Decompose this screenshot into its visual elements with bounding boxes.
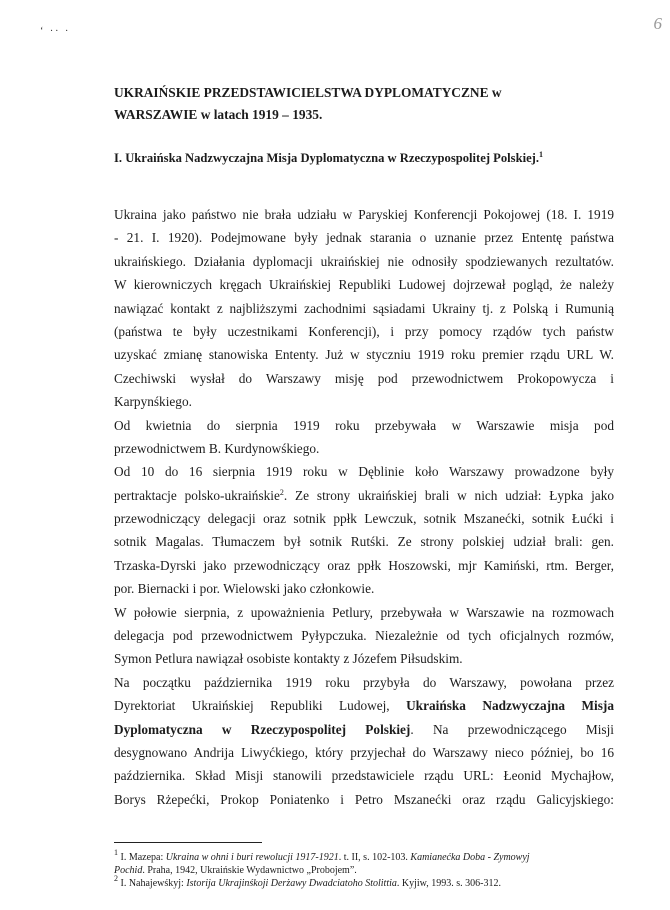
footnote-title: Kamianećka Doba - Zymowyj: [410, 852, 530, 863]
body-line: ukraińskiego. Działania dyplomacji ukraińskiej nie odnosiły spodziewanych rezultatów.: [114, 253, 614, 269]
body-line: przewodnictwem B. Kurdynowśkiego.: [114, 440, 320, 456]
footnote-title: Pochid: [114, 865, 143, 876]
footnote-ref-1: 1: [539, 150, 544, 159]
body-line: Na początku października 1919 roku przybyła do Warszawy, powołana przez: [114, 674, 614, 690]
footnotes: [114, 848, 614, 890]
body-line: [114, 484, 614, 507]
document-title: [114, 82, 564, 126]
footnote-ref-2: 2: [279, 487, 284, 497]
page-number: 6: [653, 14, 662, 33]
body-line: sotnik Magalas. Tłumaczem był sotnik Rutśki. Ze strony polskiej udział brali: gen.: [114, 534, 614, 550]
body-line: Czechiwski wysłał do Warszawy misję pod przewodnictwem Prokopowycza i: [114, 370, 614, 386]
body-line: nawiązać kontakt z najbliższymi zachodnimi sąsiadami Ukrainy tj. z Polską i Rumunią: [114, 300, 614, 316]
body-line: Borys Rżepećki, Prokop Poniatenko i Petro Mszanećki oraz rządu Galicyjskiego:: [114, 791, 614, 807]
body-text-span: Dyrektoriat Ukraińskiej Republiki Ludowej,: [114, 698, 390, 714]
section-heading: [114, 151, 614, 166]
footnote-1-cont: [114, 864, 614, 877]
footnote-text: . Praha, 1942, Ukraińskie Wydawnictwo „Probojem”.: [142, 865, 357, 876]
body-line: delegacja pod przewodnictwem Pyłypczuka. Niezależnie od tych oficjalnych rozmów,: [114, 628, 614, 644]
title-line-1: UKRAIŃSKIE PRZEDSTAWICIELSTWA DYPLOMATYCZNE w: [114, 85, 502, 100]
body-text: [114, 203, 614, 811]
body-line: października. Skład Misji stanowili przedstawiciele rządu URL: Łeonid Mychajłow,: [114, 768, 614, 784]
body-line: W kierowniczych kręgach Ukraińskiej Republiki Ludowej dojrzewał pogląd, że należy: [114, 277, 614, 293]
footnote-text: . t. II, s. 102-103.: [338, 852, 411, 863]
body-line: przewodniczący delegacji oraz sotnik ppłk Lewczuk, sotnik Mszanećki, sotnik Łućki i: [114, 511, 614, 527]
footnote-number: 2: [114, 874, 118, 883]
footnote-1: [114, 848, 614, 864]
footnote-divider: [114, 842, 262, 843]
footnote-text: . Kyjiw, 1993. s. 306-312.: [396, 878, 501, 889]
body-line: por. Biernacki i por. Wielowski jako członkowie.: [114, 581, 375, 597]
body-line: Karpynśkiego.: [114, 394, 192, 410]
body-text-span: . Na przewodniczącego Misji: [410, 721, 614, 737]
section-heading-text: I. Ukraińska Nadzwyczajna Misja Dyplomatyczna w Rzeczypospolitej Polskiej.: [114, 151, 540, 165]
footnote-number: 1: [114, 848, 118, 857]
body-line: Od 10 do 16 sierpnia 1919 roku w Dęblinie koło Warszawy prowadzone były: [114, 464, 614, 480]
footnote-title: Istorija Ukrajinśkoji Derżawy Dwadciatoho Stolittia: [186, 878, 397, 889]
body-line: W połowie sierpnia, z upoważnienia Petlury, przebywała w Warszawie na rozmowach: [114, 604, 614, 620]
body-line: [114, 718, 614, 741]
footnote-title: Ukraina w ohni i buri rewolucji 1917-1921: [165, 852, 339, 863]
body-text-span: pertraktacje polsko-ukraińskie: [114, 487, 280, 503]
body-line: Trzaska-Dyrski jako przewodniczący oraz ppłk Hoszowski, mjr Kamiński, rtm. Berger,: [114, 557, 614, 573]
body-line: desygnowano Andrija Liwyćkiego, który przyjechał do Warszawy nieco później, bo 16: [114, 744, 614, 760]
mission-name-bold: Ukraińska Nadzwyczajna Misja: [406, 698, 614, 714]
corner-mark: ‘ ·· ·: [40, 26, 71, 37]
body-line: Ukraina jako państwo nie brała udziału w Paryskiej Konferencji Pokojowej (18. I. 1919: [114, 207, 614, 222]
title-line-2: WARSZAWIE w latach 1919 – 1935.: [114, 107, 323, 122]
body-text-span: . Ze strony ukraińskiej brali w nich udział: Łypka jako: [283, 487, 614, 503]
body-line: [114, 694, 614, 717]
mission-name-bold: Dyplomatyczna w Rzeczypospolitej Polskiej: [114, 721, 411, 737]
body-line: Symon Petlura nawiązał osobiste kontakty z Józefem Piłsudskim.: [114, 651, 463, 667]
footnote-text: I. Nahajewśkyj:: [118, 878, 187, 889]
body-line: Od kwietnia do sierpnia 1919 roku przebywała w Warszawie misja pod: [114, 417, 614, 433]
footnote-text: I. Mazepa:: [118, 852, 166, 863]
body-line: (państwa te były uczestnikami Konferencji), i przy pomocy rządów tych państw: [114, 323, 614, 339]
body-line: - 21. I. 1920). Podejmowane były jednak starania o uznanie przez Ententę państwa: [114, 230, 614, 246]
footnote-2: [114, 874, 614, 890]
body-line: uzyskać zmianę stanowiska Ententy. Już w styczniu 1919 roku premier rządu URL W.: [114, 347, 614, 363]
